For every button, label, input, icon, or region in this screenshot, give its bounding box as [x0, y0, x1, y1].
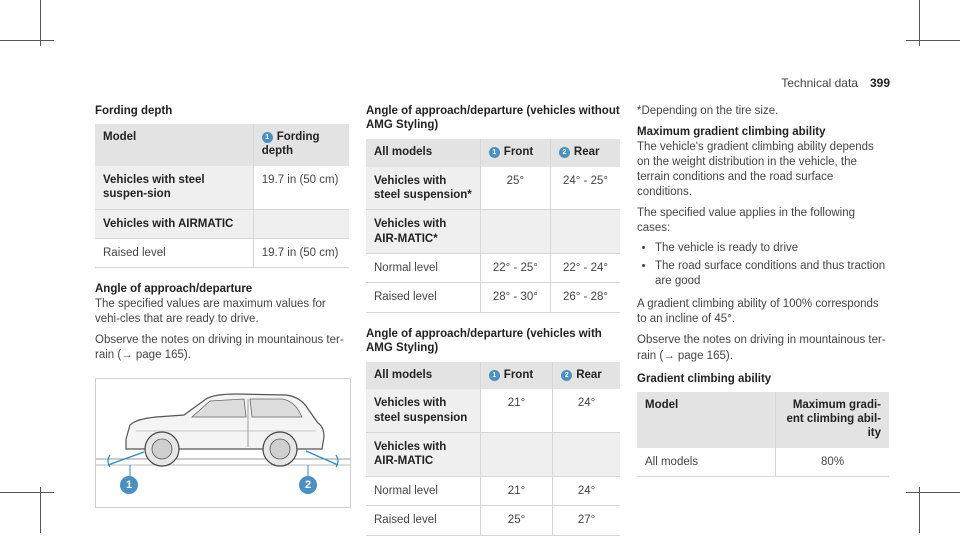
crop-mark — [906, 40, 960, 41]
row-label: Vehicles with AIR-MATIC* — [366, 210, 480, 254]
section-title: Technical data — [781, 76, 858, 90]
row-rear: 24° — [553, 476, 620, 505]
table-row — [366, 506, 620, 535]
table-row — [366, 433, 620, 477]
crop-mark — [0, 40, 54, 41]
row-label: Vehicles with steel suspension — [366, 389, 480, 432]
marker-1-icon: 1 — [489, 147, 500, 158]
angle-without-table — [366, 139, 620, 313]
marker-1-icon: 1 — [120, 476, 138, 494]
col-max-gradient: Maximum gradi-ent climbing abil-ity — [776, 392, 889, 447]
col-front: 1 Front — [480, 139, 550, 167]
angle-with-table — [366, 362, 620, 536]
table-row — [366, 476, 620, 505]
row-front: 22° - 25° — [480, 254, 550, 283]
gradient-title: Maximum gradient climbing ability — [637, 126, 826, 139]
row-front: 21° — [480, 476, 552, 505]
table-row — [637, 448, 889, 477]
marker-2-icon: 2 — [561, 370, 572, 381]
row-front: 21° — [480, 389, 552, 432]
table-row — [95, 209, 349, 238]
crop-mark — [0, 492, 54, 493]
gradient-paragraph-3: A gradient climbing ability of 100% corresponds to an incline of 45°. — [637, 298, 879, 326]
row-rear: 22° - 24° — [550, 254, 620, 283]
marker-2-icon: 2 — [299, 476, 317, 494]
row-label: Normal level — [366, 476, 480, 505]
gradient-paragraph-2: The specified value applies in the following cases: — [637, 207, 855, 235]
crop-mark — [919, 487, 920, 533]
table-row — [366, 210, 620, 254]
row-value: 19.7 in (50 cm) — [253, 239, 349, 268]
row-rear: 27° — [553, 506, 620, 535]
angle-without-title: Angle of approach/departure (vehicles without AMG Styling) — [366, 105, 620, 132]
row-front: 28° - 30° — [480, 283, 550, 312]
column-middle — [366, 104, 620, 550]
row-value — [253, 209, 349, 238]
row-label: Vehicles with AIR-MATIC — [366, 433, 480, 477]
row-label: Raised level — [366, 283, 480, 312]
row-front: 25° — [480, 167, 550, 210]
table-row — [366, 389, 620, 432]
row-label: All models — [637, 448, 776, 477]
row-label: Raised level — [366, 506, 480, 535]
angle-paragraph-1: The specified values are maximum values for vehi-cles that are ready to drive. — [95, 297, 326, 326]
column-left — [95, 104, 349, 508]
angle-paragraph-2: Observe the notes on driving in mountainous ter-rain (→ page 165). — [95, 334, 344, 362]
col-front: 1 Front — [480, 362, 552, 390]
row-label: Vehicles with steel suspen-sion — [95, 166, 253, 209]
row-rear — [553, 433, 620, 477]
page-number: 399 — [869, 76, 890, 90]
marker-1-icon: 1 — [489, 370, 500, 381]
crop-mark — [906, 492, 960, 493]
list-item: • The road surface conditions and thus traction are good — [655, 259, 889, 289]
row-front — [480, 210, 550, 254]
fording-title: Fording depth — [95, 105, 173, 117]
row-label: Vehicles with AIRMATIC — [95, 209, 253, 238]
row-rear: 24° — [553, 389, 620, 432]
table-row — [95, 166, 349, 209]
row-value: 19.7 in (50 cm) — [253, 166, 349, 209]
col-rear: 2 Rear — [550, 139, 620, 167]
gradient-table — [637, 392, 889, 477]
col-fording-depth: 1 Fording depth — [253, 124, 349, 166]
column-right — [637, 104, 889, 491]
gradient-paragraph-4: Observe the notes on driving in mountainous ter-rain (→ page 165). — [637, 334, 886, 362]
row-front: 25° — [480, 506, 552, 535]
page-header — [781, 76, 890, 90]
gradient-conditions-list — [637, 241, 889, 290]
angle-title: Angle of approach/departure — [95, 283, 253, 296]
list-item: • The vehicle is ready to drive — [655, 241, 889, 256]
table-row — [366, 283, 620, 312]
col-model: All models — [366, 139, 480, 167]
table-row — [366, 167, 620, 210]
table-row — [366, 254, 620, 283]
row-label: Vehicles with steel suspension* — [366, 167, 480, 210]
row-label: Raised level — [95, 239, 253, 268]
row-value: 80% — [776, 448, 889, 477]
table-row — [95, 239, 349, 268]
gradient-paragraph-1: The vehicle's gradient climbing ability depends on the weight distribution in the vehicle, the terrain conditions and the road surface conditions. — [637, 140, 874, 199]
gradient-table-title: Gradient climbing ability — [637, 372, 772, 385]
angle-with-title: Angle of approach/departure (vehicles with AMG Styling) — [366, 327, 602, 355]
vehicle-angle-figure — [95, 378, 351, 508]
crop-mark — [40, 487, 41, 533]
row-rear: 26° - 28° — [550, 283, 620, 312]
row-rear — [550, 210, 620, 254]
col-model: Model — [637, 392, 776, 447]
row-label: Normal level — [366, 254, 480, 283]
marker-1-icon: 1 — [262, 132, 273, 143]
col-model: All models — [366, 362, 480, 390]
col-rear: 2 Rear — [553, 362, 620, 390]
fording-table — [95, 124, 349, 268]
col-model: Model — [95, 124, 253, 166]
row-rear: 24° - 25° — [550, 167, 620, 210]
marker-2-icon: 2 — [559, 147, 570, 158]
row-front — [480, 433, 552, 477]
footnote: *Depending on the tire size. — [637, 105, 779, 117]
